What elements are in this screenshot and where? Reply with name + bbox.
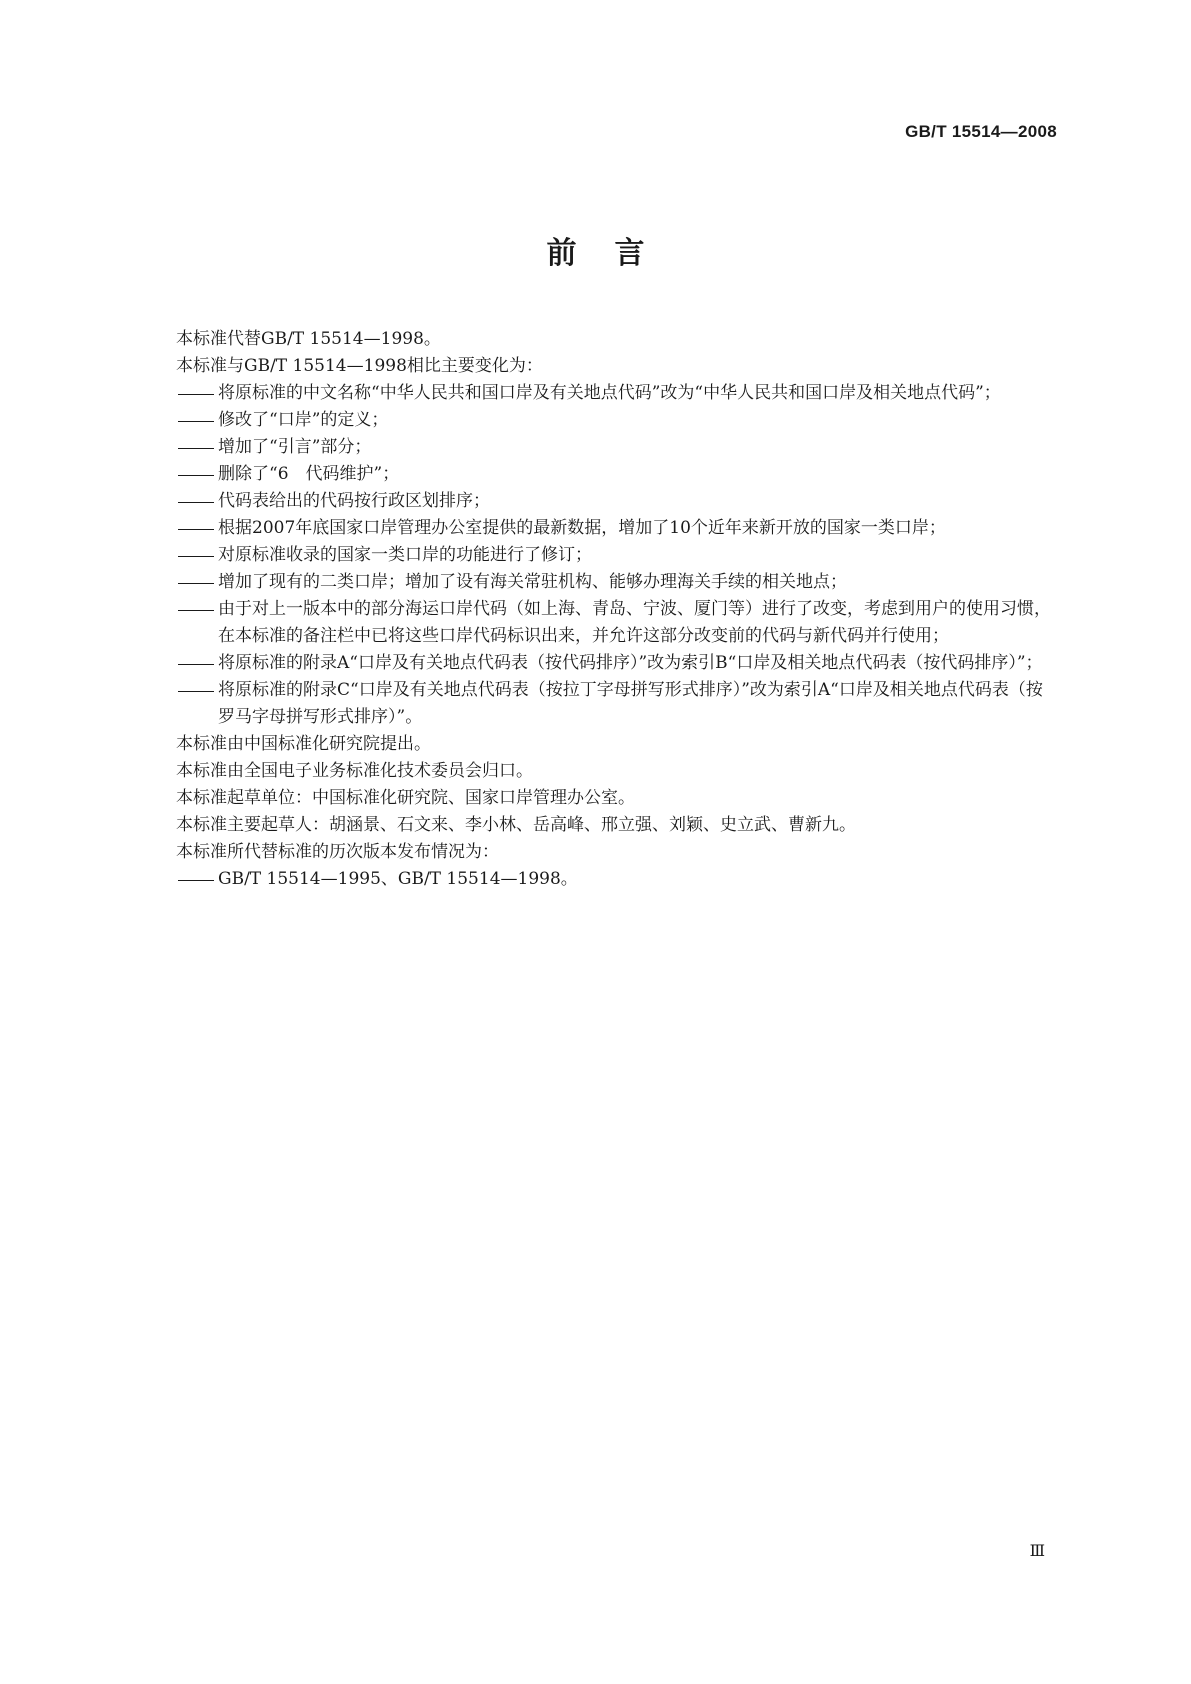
page-title: 前言 <box>546 236 683 271</box>
change-text: 将原标准的附录C“口岸及有关地点代码表（按拉丁字母拼写形式排序）”改为索引A“口岸及相关地点代码表（按罗马字母拼写形式排序）”。 <box>218 680 1043 727</box>
foreword-body <box>176 326 1056 893</box>
paragraph-drafters: 本标准主要起草人：胡涵景、石文来、李小林、岳高峰、邢立强、刘颖、史立武、曹新九。 <box>176 815 856 835</box>
change-item <box>176 596 1056 650</box>
change-text: 代码表给出的代码按行政区划排序； <box>218 491 490 511</box>
change-item <box>176 569 1056 596</box>
change-item <box>176 542 1056 569</box>
change-item <box>176 515 1056 542</box>
change-item <box>176 380 1056 407</box>
change-item <box>176 434 1056 461</box>
change-text: 增加了“引言”部分； <box>218 437 372 457</box>
change-text: 对原标准收录的国家一类口岸的功能进行了修订； <box>218 545 592 565</box>
paragraph-changes-intro: 本标准与GB/T 15514—1998相比主要变化为： <box>176 356 543 376</box>
change-item <box>176 677 1056 731</box>
paragraph-committee: 本标准由全国电子业务标准化技术委员会归口。 <box>176 761 533 781</box>
change-item <box>176 650 1056 677</box>
change-text: 增加了现有的二类口岸；增加了设有海关常驻机构、能够办理海关手续的相关地点； <box>218 572 847 592</box>
change-item <box>176 461 1056 488</box>
change-text: 将原标准的附录A“口岸及有关地点代码表（按代码排序）”改为索引B“口岸及相关地点代码表（按代码排序）”； <box>218 653 1043 673</box>
page-number: Ⅲ <box>1029 1541 1045 1560</box>
change-text: 删除了“6 代码维护”； <box>218 464 400 484</box>
change-text: 将原标准的中文名称“中华人民共和国口岸及有关地点代码”改为“中华人民共和国口岸及相关地点代码”； <box>218 383 1001 403</box>
change-text: 由于对上一版本中的部分海运口岸代码（如上海、青岛、宁波、厦门等）进行了改变，考虑到用户的使用习惯，在本标准的备注栏中已将这些口岸代码标识出来，并允许这部分改变前的代码与新代码并行使用； <box>218 599 1051 646</box>
history-item <box>176 866 1056 893</box>
history-text: GB/T 15514—1995、GB/T 15514—1998。 <box>218 869 578 889</box>
change-text: 修改了“口岸”的定义； <box>218 410 389 430</box>
standard-code: GB/T 15514—2008 <box>905 122 1057 141</box>
change-item <box>176 488 1056 515</box>
paragraph-history-intro: 本标准所代替标准的历次版本发布情况为： <box>176 842 499 862</box>
paragraph-drafting-units: 本标准起草单位：中国标准化研究院、国家口岸管理办公室。 <box>176 788 635 808</box>
change-item <box>176 407 1056 434</box>
paragraph-replaces: 本标准代替GB/T 15514—1998。 <box>176 329 441 349</box>
paragraph-proposer: 本标准由中国标准化研究院提出。 <box>176 734 431 754</box>
change-text: 根据2007年底国家口岸管理办公室提供的最新数据，增加了10个近年来新开放的国家一类口岸； <box>218 518 946 538</box>
